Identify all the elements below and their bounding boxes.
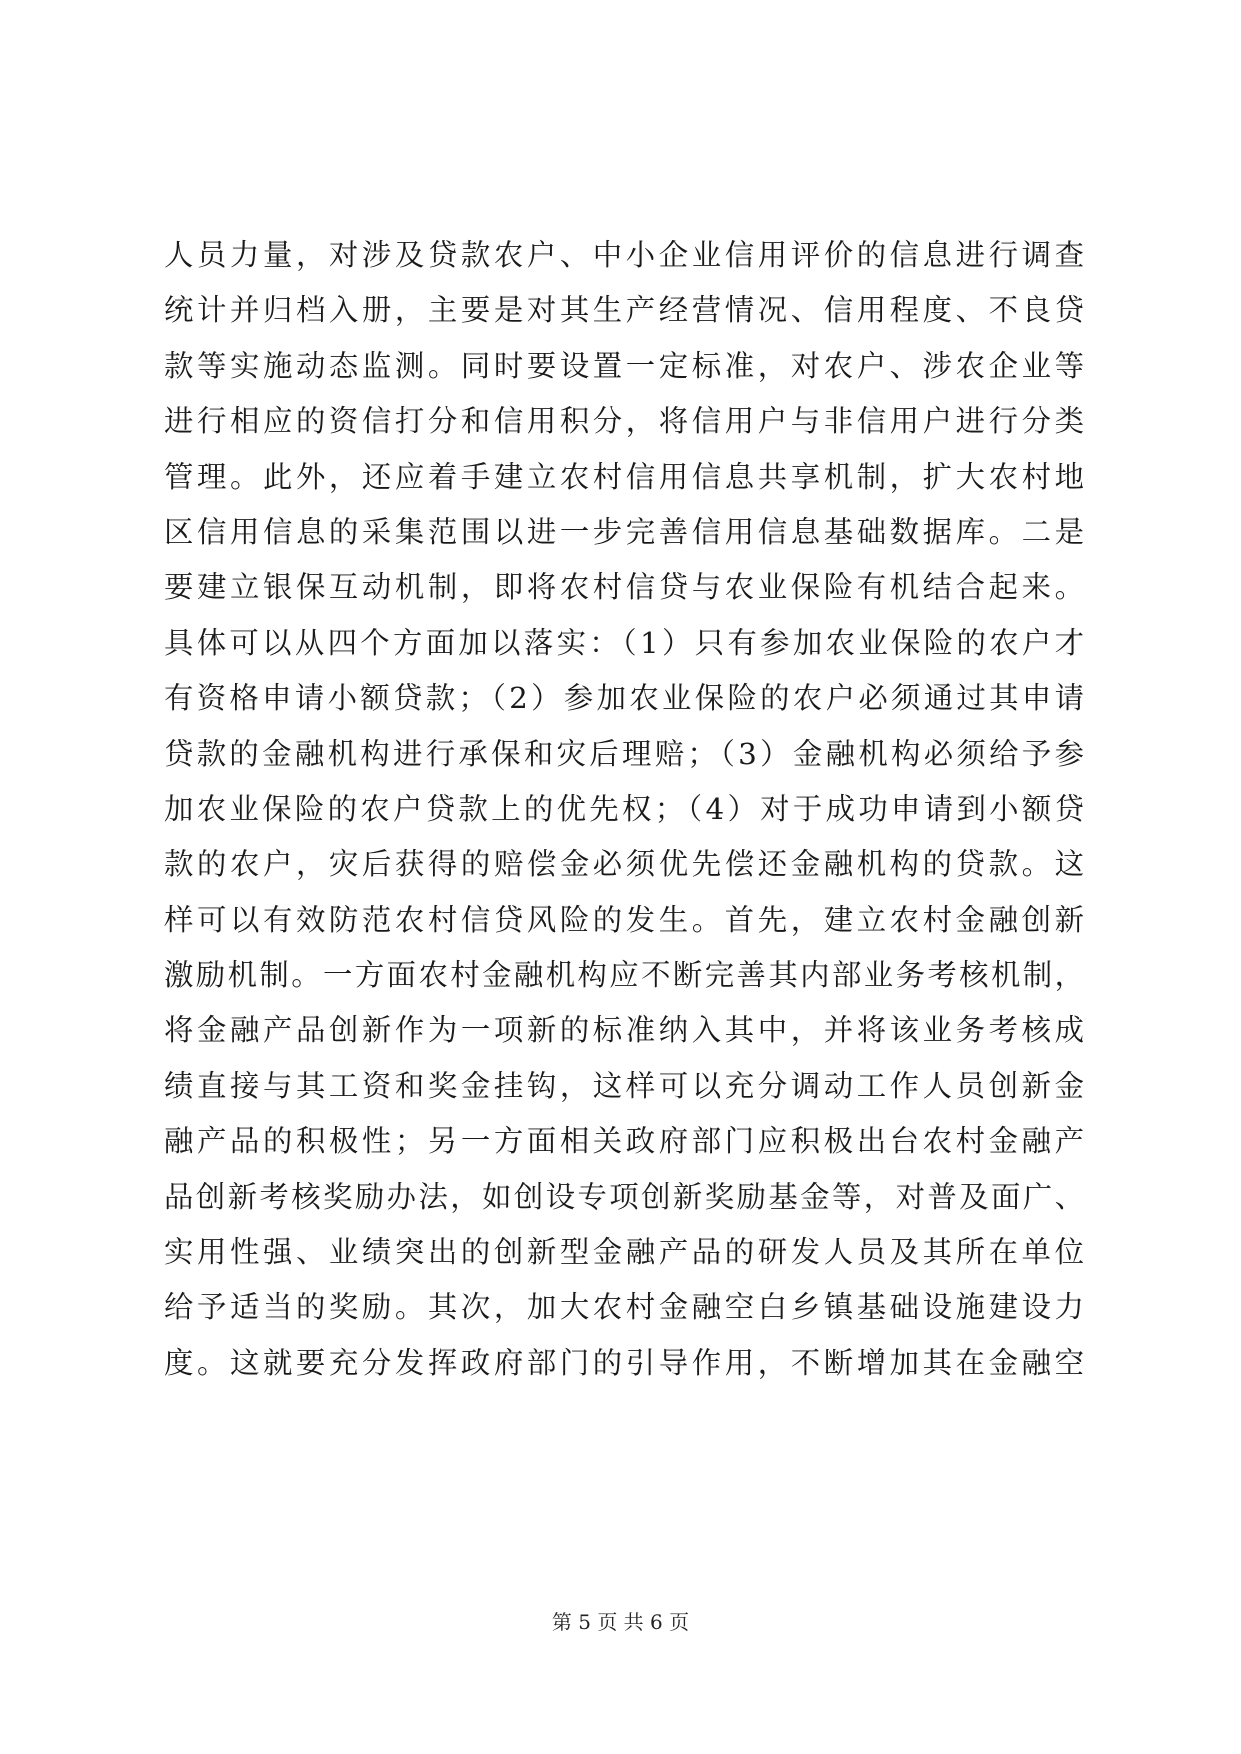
text-line: 要建立银保互动机制，即将农村信贷与农业保险有机结合起来。 bbox=[164, 570, 1084, 605]
text-line: 给予适当的奖励。其次，加大农村金融空白乡镇基础设施建设力 bbox=[164, 1290, 1084, 1325]
text-line: 将金融产品创新作为一项新的标准纳入其中，并将该业务考核成 bbox=[164, 1013, 1084, 1048]
text-line: 具体可以从四个方面加以落实：（1）只有参加农业保险的农户才 bbox=[164, 625, 1084, 660]
page-footer bbox=[0, 1608, 1241, 1636]
text-line: 统计并归档入册，主要是对其生产经营情况、信用程度、不良贷 bbox=[164, 293, 1084, 328]
text-line: 贷款的金融机构进行承保和灾后理赔；（3）金融机构必须给予参 bbox=[164, 736, 1084, 771]
text-line: 人员力量，对涉及贷款农户、中小企业信用评价的信息进行调查 bbox=[164, 238, 1084, 272]
text-line: 品创新考核奖励办法，如创设专项创新奖励基金等，对普及面广、 bbox=[164, 1179, 1084, 1214]
text-line: 绩直接与其工资和奖金挂钩，这样可以充分调动工作人员创新金 bbox=[164, 1068, 1084, 1103]
text-line: 加农业保险的农户贷款上的优先权；（4）对于成功申请到小额贷 bbox=[164, 791, 1084, 826]
text-line: 进行相应的资信打分和信用积分，将信用户与非信用户进行分类 bbox=[164, 404, 1084, 439]
text-line: 区信用信息的采集范围以进一步完善信用信息基础数据库。二是 bbox=[164, 514, 1084, 549]
text-line: 实用性强、业绩突出的创新型金融产品的研发人员及其所在单位 bbox=[164, 1235, 1084, 1270]
text-line: 激励机制。一方面农村金融机构应不断完善其内部业务考核机制， bbox=[164, 958, 1084, 993]
text-line: 融产品的积极性；另一方面相关政府部门应积极出台农村金融产 bbox=[164, 1124, 1084, 1159]
text-line: 样可以有效防范农村信贷风险的发生。首先，建立农村金融创新 bbox=[164, 902, 1084, 937]
text-line: 管理。此外，还应着手建立农村信用信息共享机制，扩大农村地 bbox=[164, 459, 1084, 494]
text-line: 款的农户，灾后获得的赔偿金必须优先偿还金融机构的贷款。这 bbox=[164, 847, 1084, 882]
text-line: 款等实施动态监测。同时要设置一定标准，对农户、涉农企业等 bbox=[164, 348, 1084, 383]
body-text bbox=[164, 228, 1084, 1391]
text-line: 有资格申请小额贷款；（2）参加农业保险的农户必须通过其申请 bbox=[164, 681, 1084, 716]
text-line: 度。这就要充分发挥政府部门的引导作用，不断增加其在金融空 bbox=[164, 1345, 1084, 1380]
page-number: 第 5 页 共 6 页 bbox=[551, 1610, 690, 1634]
